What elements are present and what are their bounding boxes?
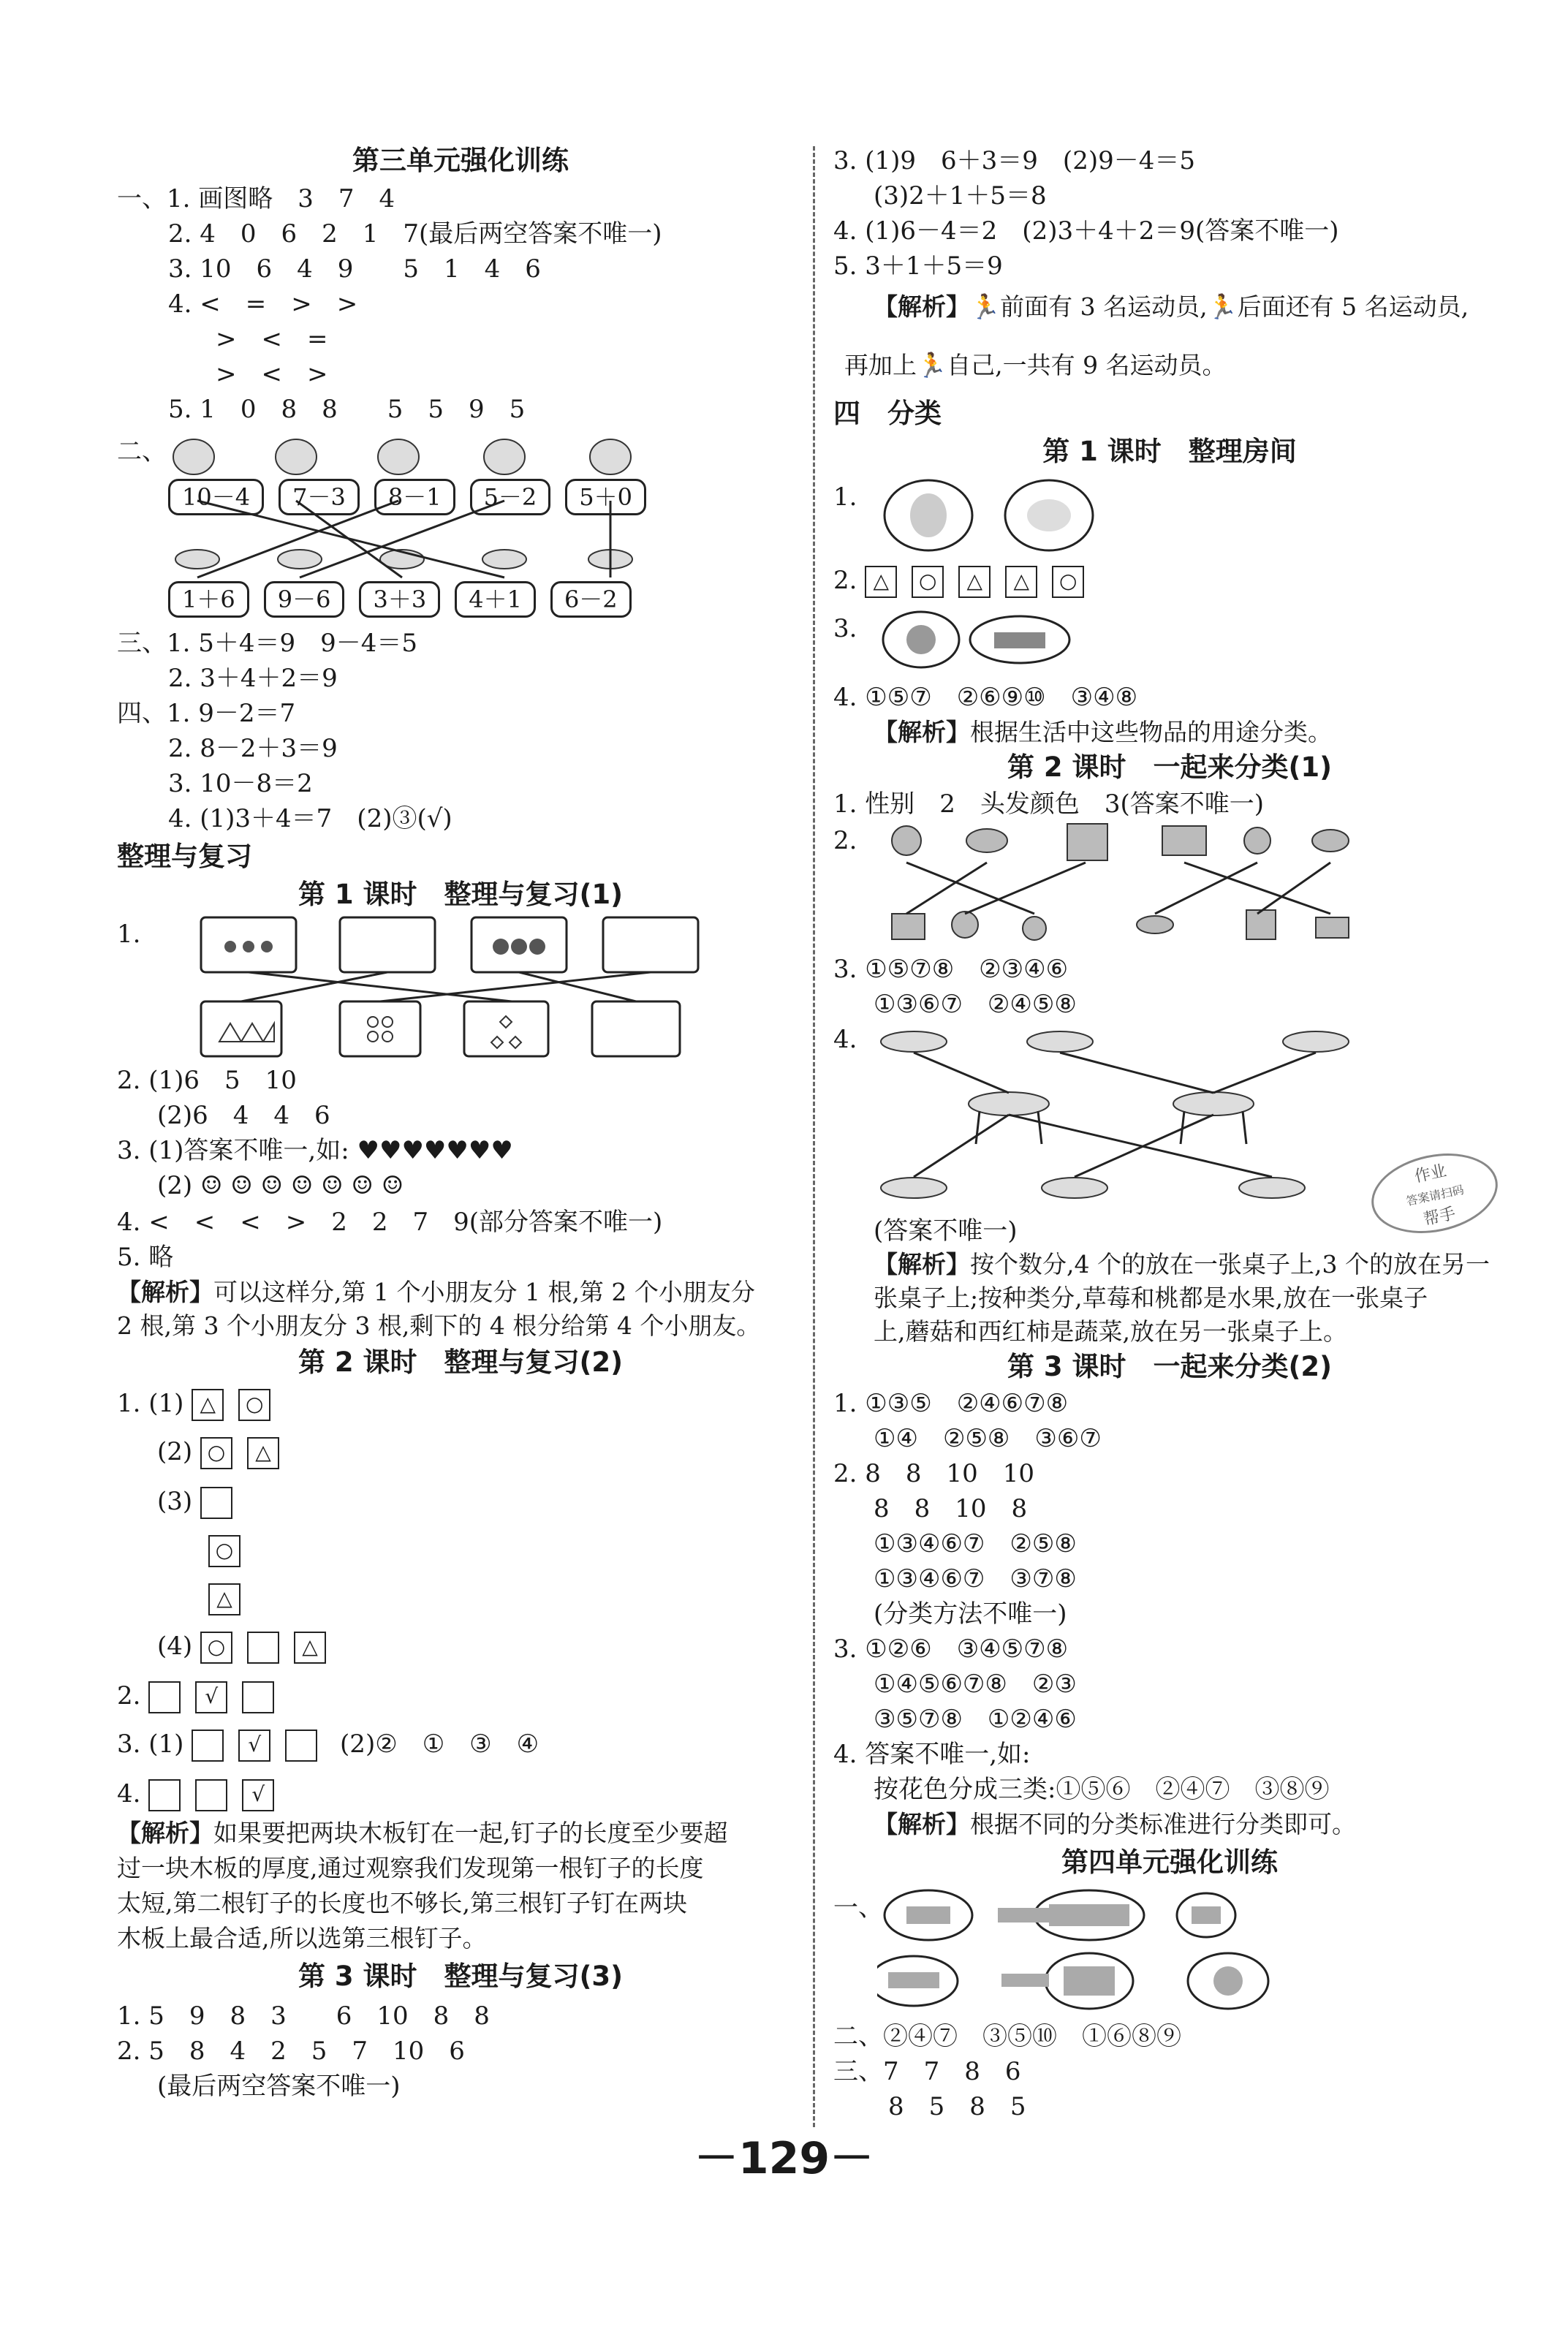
runner-icon: 🏃 (917, 351, 947, 379)
answer-text: 3. (1) (117, 1730, 184, 1759)
answer-line: 三、1. 5＋4＝9 9－4＝5 (117, 629, 418, 658)
stamp-text: 帮手 (1422, 1204, 1458, 1230)
answer-line (117, 1136, 513, 1165)
stamp-text: 作业 (1412, 1162, 1449, 1186)
answer-line: 2. 4 0 6 2 1 7(最后两空答案不唯一) (168, 219, 662, 249)
explanation (874, 1810, 1356, 1839)
answer-text: (2)② ① ③ ④ (340, 1730, 539, 1759)
explanation (874, 718, 1332, 747)
answer-line (117, 1779, 289, 1811)
answer-line: 三、7 7 8 6 (833, 2057, 1021, 2086)
explanation-text: 上,蘑菇和西红柿是蔬菜,放在另一张桌子上。 (874, 1317, 1347, 1346)
expression-box: 1＋6 (168, 581, 249, 618)
expression-box: 5－2 (470, 479, 551, 515)
shape-box: ○ (912, 566, 944, 598)
vehicle-circles (877, 1886, 1389, 2010)
answer-text: 1. (1) (117, 1389, 184, 1418)
answer-line: (答案不唯一) (874, 1216, 1018, 1246)
expression-box: 10－4 (168, 479, 264, 515)
explanation-tag: 【解析】 (874, 292, 970, 321)
explanation-text: 过一块木板的厚度,通过观察我们发现第一根钉子的长度 (117, 1854, 704, 1882)
answer-line: > < > (216, 360, 328, 389)
cat-expression-row (168, 479, 661, 515)
answer-line: 2. 8 8 10 10 (833, 1459, 1035, 1488)
explanation-text: 木板上最合适,所以选第三根钉子。 (117, 1924, 487, 1952)
answer-line (117, 1681, 289, 1713)
explanation-tag: 【解析】 (874, 718, 970, 746)
answer-line: 3. (1)9 6＋3＝9 (2)9－4＝5 (833, 146, 1195, 175)
expression-box: 7－3 (279, 479, 360, 515)
runner-icon: 🏃 (970, 292, 1001, 321)
answer-line (157, 1171, 404, 1200)
lesson-title: 第 3 课时 整理与复习(3) (298, 1961, 624, 1992)
answer-line: ①④ ②⑤⑧ ③⑥⑦ (874, 1424, 1102, 1453)
answer-line: 5. 1 0 8 8 5 5 9 5 (168, 395, 526, 424)
item-matching-diagram (877, 822, 1360, 947)
review-title: 整理与复习 (117, 841, 252, 872)
shape-matching-diagram (161, 914, 760, 1060)
answer-line (157, 1487, 247, 1519)
check-box: √ (195, 1681, 227, 1713)
empty-box (148, 1779, 181, 1811)
answer-line: 4. (1)3＋4＝7 (2)③(√) (168, 804, 452, 833)
answer-line: 2. (1)6 5 10 (117, 1066, 297, 1095)
circle-box: ○ (238, 1389, 270, 1421)
answer-text: (2) (157, 1171, 193, 1200)
expression-box: 9－6 (264, 581, 345, 618)
answer-line: (分类方法不唯一) (874, 1599, 1067, 1629)
empty-box (148, 1681, 181, 1713)
answer-line: 5. 3＋1＋5＝9 (833, 251, 1003, 281)
answer-text: 3. (1)答案不唯一,如: (117, 1136, 349, 1165)
answer-line: 3. (833, 614, 857, 643)
empty-box (285, 1730, 317, 1762)
shape-box: △ (1005, 566, 1037, 598)
fish-expression-row (168, 581, 646, 618)
check-box: √ (238, 1730, 270, 1762)
unit4-title: 四 分类 (833, 398, 942, 429)
lesson-title: 第 3 课时 一起来分类(2) (1007, 1351, 1333, 1382)
answer-line: 2. 3＋4＋2＝9 (168, 664, 338, 693)
answer-line: ①③④⑥⑦ ②⑤⑧ (874, 1529, 1077, 1558)
expression-box: 6－2 (550, 581, 632, 618)
answer-line: 二、②④⑦ ③⑤⑩ ①⑥⑧⑨ (833, 2022, 1181, 2051)
answer-line: > < = (216, 325, 328, 354)
expression-box: 3＋3 (359, 581, 440, 618)
answer-line: 2. (833, 826, 857, 855)
answer-line: 4. 答案不唯一,如: (833, 1740, 1031, 1769)
answer-line: 3. 10 6 4 9 5 1 4 6 (168, 254, 541, 284)
explanation-text: 后面还有 5 名运动员, (1237, 292, 1469, 321)
lesson-title: 第 2 课时 一起来分类(1) (1007, 751, 1333, 783)
answer-line: 4. < = > > (168, 289, 358, 319)
section-label: 二、 (117, 437, 167, 466)
explanation-tag: 【解析】 (874, 1810, 970, 1838)
answer-text: (3) (157, 1487, 193, 1516)
expression-box: 8－1 (374, 479, 455, 515)
answer-line: 4. ①⑤⑦ ②⑥⑨⑩ ③④⑧ (833, 683, 1138, 712)
answer-line: 8 8 10 8 (874, 1494, 1028, 1523)
shape-matching-lines (161, 914, 760, 1060)
explanation-tag: 【解析】 (117, 1278, 213, 1306)
smiley-icon: ☺ ☺ ☺ ☺ ☺ ☺ ☺ (200, 1171, 404, 1200)
answer-line: 1. 5 9 8 3 6 10 8 8 (117, 2001, 490, 2031)
answer-line: 按花色分成三类:①⑤⑥ ②④⑦ ③⑧⑨ (874, 1775, 1330, 1804)
answer-line: 一、 (833, 1893, 883, 1922)
unit3-title: 第三单元强化训练 (352, 145, 569, 176)
triangle-box: △ (192, 1389, 224, 1421)
answer-line: 一、1. 画图略 3 7 4 (117, 184, 395, 213)
column-divider (813, 146, 815, 2127)
check-box: √ (242, 1779, 274, 1811)
answer-text: 4. (117, 1779, 141, 1808)
empty-box (247, 1632, 279, 1664)
runner-icon: 🏃 (1207, 292, 1238, 321)
answer-line: 3. 10－8＝2 (168, 769, 313, 798)
triangle-box: △ (208, 1583, 240, 1615)
empty-box (195, 1779, 227, 1811)
explanation-text: 太短,第二根钉子的长度也不够长,第三根钉子钉在两块 (117, 1889, 687, 1917)
page-number: －129－ (694, 2133, 874, 2184)
unit4-review-title: 第四单元强化训练 (1061, 1846, 1278, 1878)
lesson-title: 第 1 课时 整理与复习(1) (298, 879, 624, 910)
answer-text: (2) (157, 1437, 193, 1466)
explanation-text: 自己,一共有 9 名运动员。 (947, 351, 1227, 379)
animal-circles (881, 475, 1129, 556)
answer-line: 1. (117, 920, 141, 949)
explanation-tag: 【解析】 (874, 1250, 970, 1278)
answer-line (208, 1535, 255, 1567)
explanation-text: 按个数分,4 个的放在一张桌子上,3 个的放在另一 (970, 1250, 1490, 1278)
lesson-title: 第 2 课时 整理与复习(2) (298, 1346, 624, 1378)
answer-line: (最后两空答案不唯一) (157, 2072, 401, 2101)
heart-icon: ♥♥♥♥♥♥♥ (357, 1136, 513, 1165)
table-plates-diagram (877, 1023, 1389, 1206)
answer-line: 3. ①②⑥ ③④⑤⑦⑧ (833, 1634, 1069, 1664)
answer-line (208, 1583, 255, 1615)
answer-line: 1. (833, 482, 857, 512)
explanation (874, 1250, 1490, 1279)
answer-line (833, 566, 1099, 598)
explanation-text: 根据生活中这些物品的用途分类。 (970, 718, 1332, 746)
explanation (117, 1278, 755, 1307)
expression-box: 5＋0 (565, 479, 646, 515)
answer-line: ①③④⑥⑦ ③⑦⑧ (874, 1564, 1077, 1594)
circle-box: ○ (200, 1632, 232, 1664)
explanation-tag: 【解析】 (117, 1819, 213, 1847)
empty-box (242, 1681, 274, 1713)
empty-box (200, 1487, 232, 1519)
circle-box: ○ (208, 1535, 240, 1567)
answer-line: 四、1. 9－2＝7 (117, 699, 296, 728)
answer-line (157, 1437, 294, 1469)
answer-line: 4. (1)6－4＝2 (2)3＋4＋2＝9(答案不唯一) (833, 216, 1339, 246)
answer-line (117, 1389, 285, 1421)
answer-line: 2. 5 8 4 2 5 7 10 6 (117, 2037, 465, 2066)
triangle-box: △ (247, 1437, 279, 1469)
answer-line: 4. (833, 1025, 857, 1054)
explanation-text: 2 根,第 3 个小朋友分 3 根,剩下的 4 根分给第 4 个小朋友。 (117, 1311, 761, 1340)
shape-box: △ (958, 566, 991, 598)
explanation (874, 292, 1469, 322)
answer-text: 2. (117, 1681, 141, 1711)
explanation (844, 351, 1227, 380)
answer-line: (2)6 4 4 6 (157, 1101, 330, 1130)
explanation-text: 如果要把两块木板钉在一起,钉子的长度至少要超 (213, 1819, 728, 1847)
answer-text: 2. (833, 566, 857, 595)
answer-line: 4. < < < > 2 2 7 9(部分答案不唯一) (117, 1208, 663, 1237)
explanation-text: 可以这样分,第 1 个小朋友分 1 根,第 2 个小朋友分 (213, 1278, 755, 1306)
panda-tank-circles (881, 607, 1100, 673)
answer-line: ①③⑥⑦ ②④⑤⑧ (874, 990, 1077, 1019)
explanation-text: 张桌子上;按种类分,草莓和桃都是水果,放在一张桌子 (874, 1284, 1428, 1312)
expression-box: 4＋1 (455, 581, 536, 618)
answer-line: 2. 8－2＋3＝9 (168, 734, 338, 763)
answer-line: ①④⑤⑥⑦⑧ ②③ (874, 1670, 1077, 1699)
triangle-box: △ (294, 1632, 326, 1664)
explanation-text: 根据不同的分类标准进行分类即可。 (970, 1810, 1356, 1838)
explanation-text: 再加上 (844, 351, 917, 379)
circle-box: ○ (200, 1437, 232, 1469)
explanation (117, 1819, 728, 1848)
explanation-text: 前面有 3 名运动员, (1000, 292, 1208, 321)
stamp-text: 答案请扫码 (1405, 1182, 1466, 1209)
answer-line: (3)2＋1＋5＝8 (874, 181, 1047, 211)
answer-line: ③⑤⑦⑧ ①②④⑥ (874, 1705, 1077, 1734)
empty-box (192, 1730, 224, 1762)
answer-line (157, 1632, 341, 1664)
shape-box: ○ (1052, 566, 1084, 598)
answer-line: 1. ①③⑤ ②④⑥⑦⑧ (833, 1389, 1069, 1418)
answer-line (117, 1730, 539, 1762)
answer-line: 5. 略 (117, 1243, 174, 1272)
shape-box: △ (865, 566, 897, 598)
lesson-title: 第 1 课时 整理房间 (1042, 436, 1297, 467)
answer-line: 1. 性别 2 头发颜色 3(答案不唯一) (833, 789, 1265, 819)
answer-text: (4) (157, 1632, 193, 1661)
answer-line: 8 5 8 5 (888, 2092, 1026, 2121)
answer-line: 3. ①⑤⑦⑧ ②③④⑥ (833, 955, 1069, 984)
